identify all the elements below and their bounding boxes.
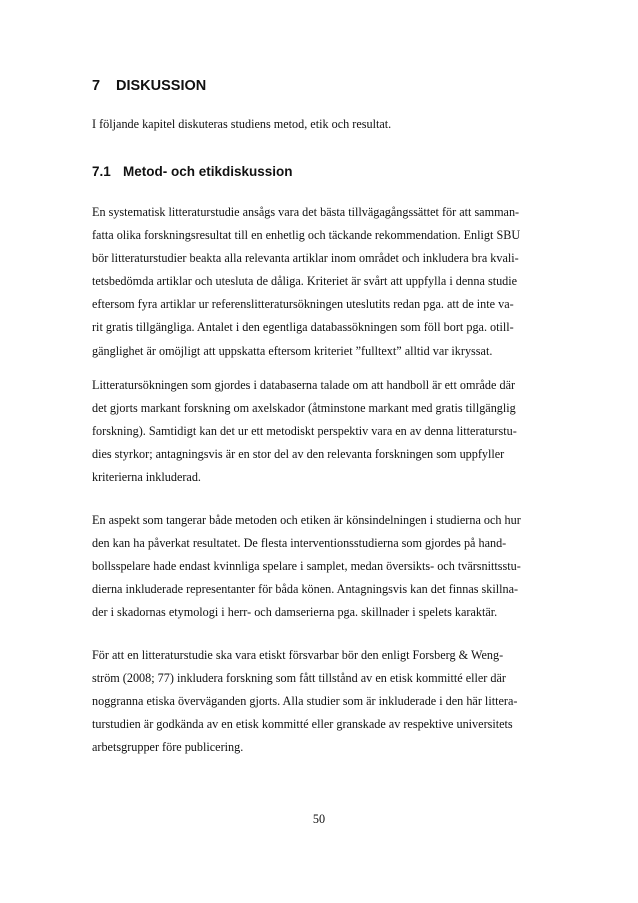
chapter-heading [92,78,206,94]
text-line: der i skadornas etymologi i herr- och damserierna pga. skillnader i spelets karaktär. [92,605,498,620]
page-number: 50 [312,812,326,826]
text-line: Litteratursökningen som gjordes i databaserna talade om att handboll är ett område där [92,378,516,392]
text-line: En aspekt som tangerar både metoden och etiken är könsindelningen i studierna och hur [92,513,521,527]
text-line: rit gratis tillgängliga. Antalet i den egentliga databassökningen som föll bort pga. otill- [92,320,514,335]
text-line: det gjorts markant forskning om axelskador (åtminstone markant med gratis tillgänglig [92,401,516,416]
text-line: turstudien är godkända av en etisk kommitté eller granskade av respektive universitets [92,717,513,732]
section-title: Metod- och etikdiskussion [123,164,293,179]
text-line: För att en litteraturstudie ska vara etiskt försvarbar bör den enligt Forsberg & Weng- [92,648,504,662]
text-line: den kan ha påverkat resultatet. De flesta interventionsstudierna som gjordes på hand- [92,536,507,551]
text-line: gänglighet är omöjligt att uppskatta eftersom kriteriet ”fulltext” alltid var ikryssat. [92,343,493,358]
text-line: forskning). Samtidigt kan det ur ett metodiskt perspektiv vara en av denna litteraturstu- [92,424,517,439]
section-heading [92,164,293,179]
paragraph-metod-1 [92,201,562,363]
paragraph-etik [92,644,562,759]
text-line: bollsspelare hade endast kvinnliga spelare i samplet, medan översikts- och tvärsnittsstu- [92,559,521,574]
text-line: kriterierna inkluderad. [92,470,201,485]
text-line: arbetsgrupper före publicering. [92,740,244,755]
chapter-intro: I följande kapitel diskuteras studiens metod, etik och resultat. [92,117,392,131]
paragraph-metod-3 [92,509,562,624]
paragraph-metod-2 [92,374,562,489]
text-line: tetsbedömda artiklar och utesluta de dåliga. Kriteriet är svårt att uppfylla i denna studie [92,274,518,289]
text-line: bör litteraturstudier beakta alla relevanta artiklar inom området och inkludera bra kvali- [92,251,519,266]
text-line: noggranna etiska överväganden gjorts. Alla studier som är inkluderade i den här littera- [92,694,518,709]
text-line: dierna inkluderade representanter för båda könen. Antagningsvis kan det finnas skillna- [92,582,519,597]
text-line: fatta olika forskningsresultat till en enhetlig och täckande rekommendation. Enligt SBU [92,228,521,243]
text-line: En systematisk litteraturstudie ansågs vara det bästa tillvägagångssättet för att samman- [92,205,520,219]
text-line: eftersom fyra artiklar ur referenslitteratursökningen uteslutits redan pga. att de inte va- [92,297,514,312]
chapter-number: 7 [92,78,101,94]
chapter-title: DISKUSSION [116,78,207,94]
section-number: 7.1 [92,164,111,179]
text-line: ström (2008; 77) inkludera forskning som fått tillstånd av en etisk kommitté eller där [92,671,506,686]
text-line: dies styrkor; antagningsvis är en stor del av den relevanta forskningen som uppfyller [92,447,505,462]
